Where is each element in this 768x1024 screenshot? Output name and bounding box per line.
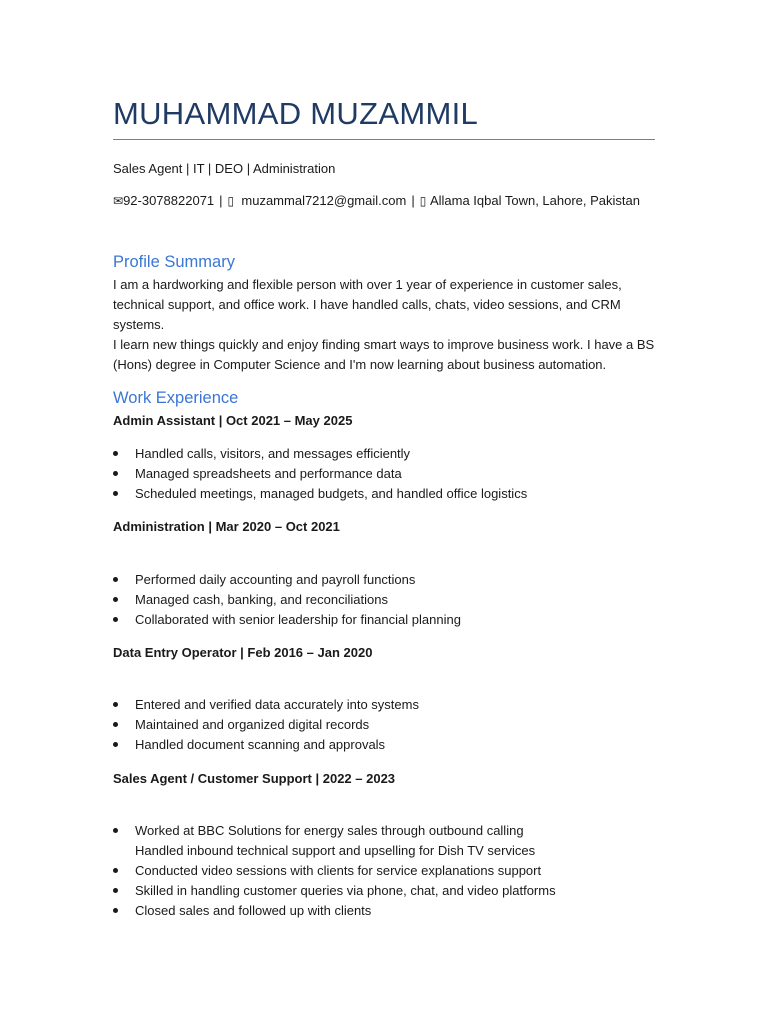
list-item: Managed cash, banking, and reconciliations	[113, 590, 658, 610]
job-bullets	[113, 695, 658, 755]
bullet-icon	[113, 617, 118, 622]
list-item: Worked at BBC Solutions for energy sales through outbound calling	[113, 821, 658, 841]
job-bullets	[113, 821, 658, 921]
job-title: Administration | Mar 2020 – Oct 2021	[113, 519, 340, 534]
profile-line: technical support, and office work. I have handled calls, chats, video sessions, and CRM systems.	[113, 297, 621, 332]
profile-line: I am a hardworking and flexible person with over 1 year of experience in customer sales,	[113, 277, 622, 292]
list-item-continuation: Handled inbound technical support and upselling for Dish TV services	[135, 843, 536, 858]
role-tagline: Sales Agent | IT | DEO | Administration	[113, 161, 336, 176]
bullet-icon	[113, 868, 118, 873]
separator: |	[219, 193, 223, 208]
bullet-icon	[113, 722, 118, 727]
bullet-icon	[113, 577, 118, 582]
list-item: Scheduled meetings, managed budgets, and handled office logistics	[113, 484, 658, 504]
job-title: Data Entry Operator | Feb 2016 – Jan 2020	[113, 645, 373, 660]
email-address: muzammal7212@gmail.com	[241, 193, 407, 208]
job-title: Sales Agent / Customer Support | 2022 – 2023	[113, 771, 396, 786]
header-divider	[113, 139, 655, 140]
list-item: Entered and verified data accurately into systems	[113, 695, 658, 715]
bullet-icon	[113, 888, 118, 893]
list-item: Maintained and organized digital records	[113, 715, 658, 735]
profile-summary-heading: Profile Summary	[113, 253, 235, 271]
list-item: Skilled in handling customer queries via phone, chat, and video platforms	[113, 881, 658, 901]
envelope-icon: ✉	[113, 194, 124, 208]
list-item: Handled document scanning and approvals	[113, 735, 658, 755]
bullet-icon	[113, 451, 118, 456]
candidate-name: MUHAMMAD MUZAMMIL	[113, 96, 479, 131]
profile-line: (Hons) degree in Computer Science and I'm now learning about business automation.	[113, 357, 607, 372]
list-item: Handled calls, visitors, and messages efficiently	[113, 444, 658, 464]
placeholder-glyph-icon: ▯	[227, 194, 235, 208]
list-item: Performed daily accounting and payroll functions	[113, 570, 658, 590]
bullet-icon	[113, 491, 118, 496]
job-title: Admin Assistant | Oct 2021 – May 2025	[113, 413, 353, 428]
bullet-icon	[113, 471, 118, 476]
bullet-icon	[113, 597, 118, 602]
profile-line: I learn new things quickly and enjoy finding smart ways to improve business work. I have a BS	[113, 337, 655, 352]
work-experience-heading: Work Experience	[113, 389, 239, 407]
location: Allama Iqbal Town, Lahore, Pakistan	[429, 193, 640, 208]
list-item: Collaborated with senior leadership for financial planning	[113, 610, 658, 630]
profile-summary-text	[113, 275, 658, 375]
separator: |	[411, 193, 415, 208]
list-item: Closed sales and followed up with clients	[113, 901, 658, 921]
contact-line	[113, 193, 640, 209]
list-item: Conducted video sessions with clients for service explanations support	[113, 861, 658, 881]
bullet-icon	[113, 702, 118, 707]
phone-number: 92-3078822071	[123, 193, 215, 208]
bullet-icon	[113, 828, 118, 833]
job-bullets	[113, 444, 658, 504]
bullet-icon	[113, 908, 118, 913]
bullet-icon	[113, 742, 118, 747]
list-item: Managed spreadsheets and performance data	[113, 464, 658, 484]
placeholder-glyph-icon: ▯	[419, 194, 427, 208]
job-bullets	[113, 570, 658, 630]
